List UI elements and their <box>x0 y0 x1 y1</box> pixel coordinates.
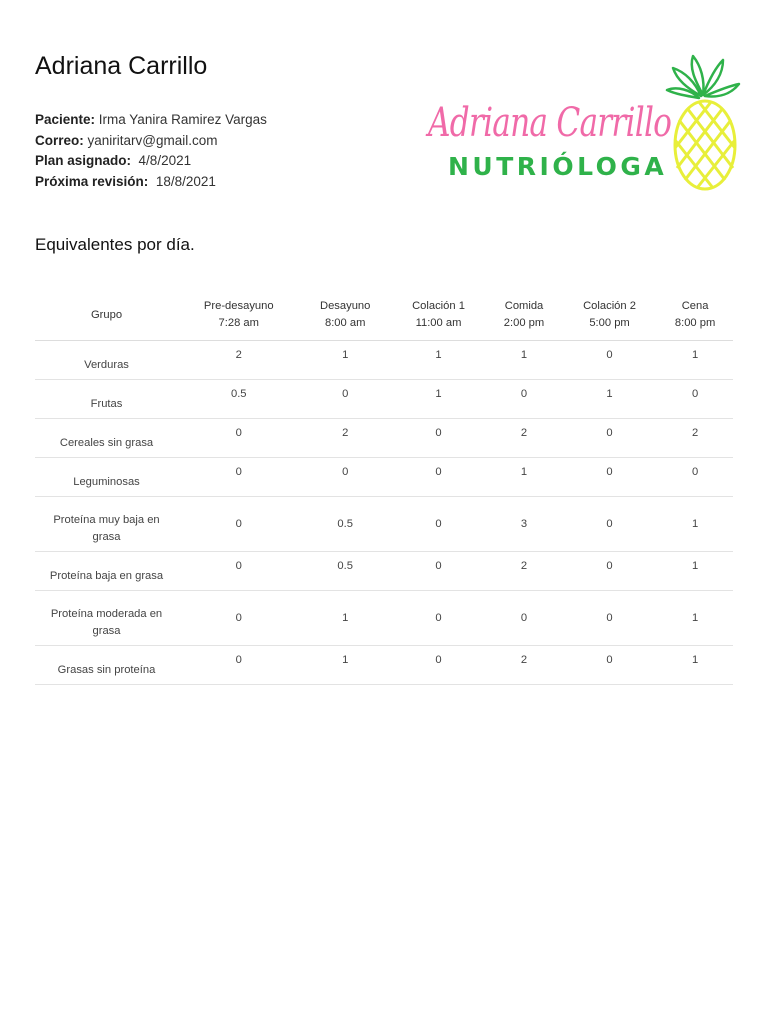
plan-row <box>35 151 267 172</box>
patient-label: Paciente: <box>35 112 96 127</box>
column-name: Comida <box>504 300 544 312</box>
value-cell: 0 <box>486 591 562 646</box>
value-cell: 1 <box>657 591 733 646</box>
value-cell: 0.5 <box>300 552 391 591</box>
column-time: 7:28 am <box>218 317 259 329</box>
value-cell: 1 <box>657 646 733 685</box>
value-cell: 2 <box>486 419 562 458</box>
patient-row <box>35 110 267 131</box>
next-review-label: Próxima revisión: <box>35 173 149 189</box>
column-time: 5:00 pm <box>589 317 630 329</box>
value-cell: 0 <box>562 591 657 646</box>
value-cell: 0 <box>562 419 657 458</box>
plan-value: 4/8/2021 <box>138 153 192 168</box>
column-time: 2:00 pm <box>503 317 545 329</box>
value-cell: 1 <box>657 341 733 380</box>
value-cell: 0.5 <box>300 497 391 552</box>
column-name: Colación 1 <box>412 300 465 312</box>
table-header-row <box>35 290 733 341</box>
value-cell: 2 <box>486 646 562 685</box>
plan-label: Plan asignado: <box>35 153 132 168</box>
value-cell: 0 <box>562 552 657 591</box>
value-cell: 1 <box>657 497 733 552</box>
group-cell: Frutas <box>35 380 178 419</box>
value-cell: 0 <box>657 458 733 497</box>
value-cell: 0 <box>657 380 733 419</box>
column-name: Desayuno <box>320 300 371 312</box>
value-cell: 0 <box>391 552 486 591</box>
value-cell: 0 <box>562 646 657 685</box>
patient-info <box>35 110 267 192</box>
value-cell: 0 <box>391 591 486 646</box>
email-row <box>35 131 267 152</box>
value-cell: 0 <box>562 458 657 497</box>
pineapple-icon <box>665 50 745 195</box>
value-cell: 1 <box>391 341 486 380</box>
table-row <box>35 341 733 380</box>
value-cell: 0 <box>178 591 300 646</box>
column-time: 8:00 am <box>324 317 366 329</box>
patient-value: Irma Yanira Ramirez Vargas <box>98 112 267 127</box>
value-cell: 2 <box>300 419 391 458</box>
table-row <box>35 380 733 419</box>
next-review-row <box>35 172 267 193</box>
group-cell: Proteína muy baja en grasa <box>35 497 178 552</box>
email-label: Correo: <box>35 132 84 148</box>
value-cell: 0 <box>178 458 300 497</box>
table-row <box>35 591 733 646</box>
table-row <box>35 419 733 458</box>
header-col <box>562 290 657 341</box>
value-cell: 2 <box>178 341 300 380</box>
header-col <box>391 290 486 341</box>
section-title: Equivalentes por día. <box>35 235 195 254</box>
value-cell: 1 <box>391 380 486 419</box>
logo-name: Adriana Carrillo <box>428 100 672 146</box>
value-cell: 1 <box>486 341 562 380</box>
value-cell: 0 <box>391 646 486 685</box>
value-cell: 0 <box>486 380 562 419</box>
value-cell: 1 <box>562 380 657 419</box>
table-row <box>35 646 733 685</box>
value-cell: 1 <box>300 591 391 646</box>
group-cell: Verduras <box>35 341 178 380</box>
header-group: Grupo <box>35 290 178 341</box>
value-cell: 0 <box>300 380 391 419</box>
group-cell: Cereales sin grasa <box>35 419 178 458</box>
value-cell: 0.5 <box>178 380 300 419</box>
group-cell: Leguminosas <box>35 458 178 497</box>
value-cell: 0 <box>391 419 486 458</box>
value-cell: 1 <box>300 341 391 380</box>
value-cell: 0 <box>562 497 657 552</box>
value-cell: 1 <box>300 646 391 685</box>
value-cell: 2 <box>486 552 562 591</box>
group-cell: Proteína moderada en grasa <box>35 591 178 646</box>
value-cell: 3 <box>486 497 562 552</box>
value-cell: 0 <box>391 497 486 552</box>
value-cell: 2 <box>657 419 733 458</box>
header-col <box>657 290 733 341</box>
brand-logo <box>420 50 745 210</box>
value-cell: 1 <box>486 458 562 497</box>
table-row <box>35 497 733 552</box>
email-value: yaniritarv@gmail.com <box>87 132 218 148</box>
header-col <box>486 290 562 341</box>
header-col <box>300 290 391 341</box>
value-cell: 0 <box>391 458 486 497</box>
column-time: 11:00 am <box>415 317 462 329</box>
page-title: Adriana Carrillo <box>35 52 208 80</box>
column-name: Cena <box>681 300 709 312</box>
next-review-value: 18/8/2021 <box>155 173 216 189</box>
value-cell: 1 <box>657 552 733 591</box>
group-cell: Grasas sin proteína <box>35 646 178 685</box>
column-name: Colación 2 <box>583 300 636 312</box>
table-row <box>35 458 733 497</box>
value-cell: 0 <box>562 341 657 380</box>
value-cell: 0 <box>300 458 391 497</box>
group-cell: Proteína baja en grasa <box>35 552 178 591</box>
table-row <box>35 552 733 591</box>
value-cell: 0 <box>178 552 300 591</box>
value-cell: 0 <box>178 646 300 685</box>
logo-subtitle: NUTRIÓLOGA <box>448 152 668 181</box>
column-time: 8:00 pm <box>674 317 716 329</box>
value-cell: 0 <box>178 497 300 552</box>
equivalents-table <box>35 290 733 685</box>
value-cell: 0 <box>178 419 300 458</box>
column-name: Pre-desayuno <box>203 300 274 312</box>
header-col <box>178 290 300 341</box>
